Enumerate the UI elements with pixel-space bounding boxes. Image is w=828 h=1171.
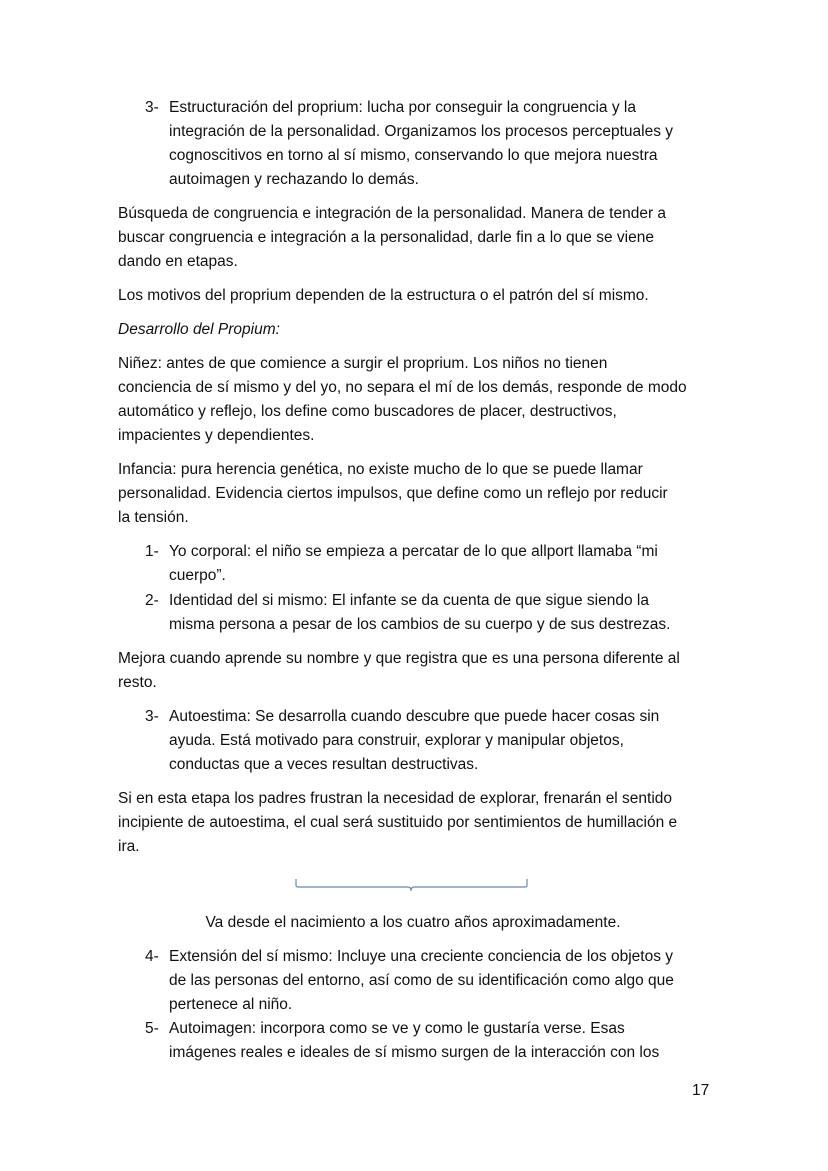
list-item-identidad [118,589,718,637]
text-line: conductas que a veces resultan destructivas. [169,756,479,773]
paragraph-mejora [118,647,718,695]
text-line: Identidad del si mismo: El infante se da cuenta de que sigue siendo la [169,592,649,609]
text-line: Estructuración del proprium: lucha por conseguir la congruencia y la [169,99,636,116]
list-item-autoimagen [118,1017,718,1065]
list-infancia [118,540,718,637]
text-line: Autoimagen: incorpora como se ve y como le gustaría verse. Esas [169,1020,625,1037]
list-item-autoestima [118,705,718,777]
text-line: Búsqueda de congruencia e integración de la personalidad. Manera de tender a [118,205,667,222]
text-line: cognoscitivos en torno al sí mismo, conservando lo que mejora nuestra [169,147,658,164]
text-line: automático y reflejo, los define como buscadores de placer, destructivos, [118,403,617,420]
brace-graphic [118,879,718,911]
document-page [118,96,718,1075]
list-number: 3- [145,708,159,725]
text-line: personalidad. Evidencia ciertos impulsos, que define como un reflejo por reducir [118,485,668,502]
text-line: la tensión. [118,509,189,526]
text-line: Mejora cuando aprende su nombre y que registra que es una persona diferente al [118,650,680,667]
list-autoestima [118,705,718,777]
text-line: Yo corporal: el niño se empieza a percatar de lo que allport llamaba “mi [169,543,658,560]
text-line: resto. [118,674,157,691]
text-line: Niñez: antes de que comience a surgir el proprium. Los niños no tienen [118,355,608,372]
brace-caption: Va desde el nacimiento a los cuatro años aproximadamente. [205,914,621,931]
text-line: ira. [118,838,140,855]
text-line: de las personas del entorno, así como de su identificación como algo que [169,972,674,989]
text-line: cuerpo”. [169,567,226,584]
text-line: impacientes y dependientes. [118,427,315,444]
list-item-extension [118,945,718,1017]
text-line: conciencia de sí mismo y del yo, no separa el mí de los demás, responde de modo [118,379,687,396]
list-item-yo-corporal [118,540,718,588]
text-line: buscar congruencia e integración a la personalidad, darle fin a lo que se viene [118,229,654,246]
text-line: integración de la personalidad. Organizamos los procesos perceptuales y [169,123,674,140]
text-line: misma persona a pesar de los cambios de su cuerpo y de sus destrezas. [169,616,671,633]
text-line: dando en etapas. [118,253,238,270]
list-number: 2- [145,592,159,609]
paragraph-padres [118,787,718,859]
list-number: 1- [145,543,159,560]
text-line: autoimagen y rechazando lo demás. [169,171,419,188]
list-number: 3- [145,99,159,116]
paragraph-motivos [118,284,718,308]
text-line: Si en esta etapa los padres frustran la necesidad de explorar, frenarán el sentido [118,790,673,807]
text-line: Infancia: pura herencia genética, no existe mucho de lo que se puede llamar [118,461,643,478]
list-extension [118,945,718,1065]
text-line: pertenece al niño. [169,996,293,1013]
list-structuring [118,96,718,192]
text-line: ayuda. Está motivado para construir, explorar y manipular objetos, [169,732,624,749]
paragraph-infancia [118,458,718,530]
text-line: Autoestima: Se desarrolla cuando descubre que puede hacer cosas sin [169,708,660,725]
list-number: 4- [145,948,159,965]
bracket-icon [294,879,534,899]
paragraph-busqueda [118,202,718,274]
section-heading: Desarrollo del Propium: [118,321,280,338]
text-line: imágenes reales e ideales de sí mismo surgen de la interacción con los [169,1044,660,1061]
page-number: 17 [692,1082,710,1099]
text-line: Los motivos del proprium dependen de la estructura o el patrón del sí mismo. [118,287,649,304]
list-item-estructuracion [118,96,718,192]
text-line: Extensión del sí mismo: Incluye una creciente conciencia de los objetos y [169,948,674,965]
text-line: incipiente de autoestima, el cual será sustituido por sentimientos de humillación e [118,814,678,831]
list-number: 5- [145,1020,159,1037]
paragraph-ninez [118,352,718,448]
